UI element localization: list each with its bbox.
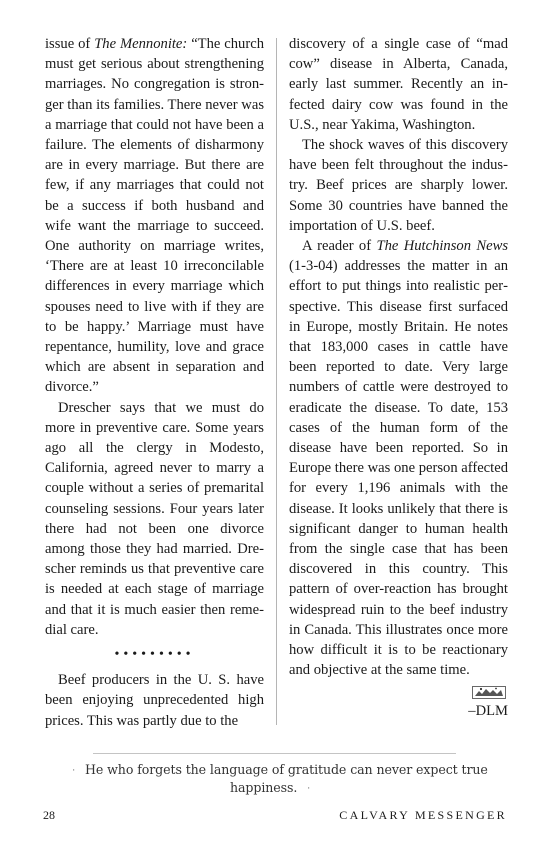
author-signature: –DLM	[468, 702, 508, 719]
paragraph-drescher: Drescher says that we must do more in preventive care. Some years ago all the clergy in Modesto, California, agreed never to marry a couple without a series of premarital counseling sessions. Four years later there had not been one divorce among those they had married. Drescher reminds us that preventive care is needed at each stage of marriage and that it is much easier then remedial care.	[45, 399, 264, 638]
text-run: A reader of	[302, 238, 377, 255]
text-run: “The church must get serious about strengthening marriages. No congregation is stronger than its families. There never was a marriage that could not have been a failure. The elements of disharmony are in every marriage. But there are few, if any marriages that could not be a success if both husband and wife want the marriage to succeed. One authority on marriage writes, ‘There are at least 10 irreconcilable differences in every marriage which spouses need to live with if they are to be happy.’ Marriage must have repentance, humility, love and grace which are absent in separation and divorce.”	[45, 36, 264, 396]
footer-quote	[60, 762, 490, 798]
column-divider	[276, 38, 277, 725]
bullet-icon: ·	[72, 766, 75, 776]
right-column	[289, 34, 508, 721]
left-column	[45, 34, 264, 731]
paragraph-mennonite-quote	[45, 34, 264, 398]
text-run: (1-3-04) addresses the matter in an effort to put things into realistic perspective. This disease first surfaced in Europe, mostly Britain. He notes that 183,000 cases in cattle have been reported to date. Very large numbers of cattle were destroyed to eradicate the disease. To date, 153 cases of the human form of the disease have been reported. So in Europe there was one person affected for every 1,196 animals with the disease. It looks unlikely that there is significant danger to human health from the single case that has been discovered in this country. This pattern of over-reaction has brought widespread ruin to the beef industry in Canada. This illustrates once more how difficult it is to be reactionary and objective at the same time.	[289, 258, 508, 679]
paragraph-beef-producers: Beef producers in the U. S. have been enjoying unprecedented high prices. This was partly due to the	[45, 672, 264, 729]
publication-name: CALVARY MESSENGER	[339, 808, 507, 822]
quote-text: He who forgets the language of gratitude can never expect true happiness.	[84, 762, 488, 795]
publication-title-the-mennonite: The Mennonite:	[94, 36, 188, 52]
paragraph-hutchinson-reader	[289, 236, 508, 680]
text-run: issue of	[45, 36, 95, 52]
end-ornament-icon	[289, 685, 508, 701]
footer-rule	[93, 753, 456, 754]
page-number: 28	[43, 808, 55, 822]
section-separator-dots: •••••••••	[114, 647, 195, 663]
paragraph-shock-waves: The shock waves of this discovery have been felt throughout the industry. Beef prices are sharply lower. Some 30 countries have banned the importation of U.S. beef.	[289, 137, 508, 234]
publication-title-hutchinson-news: The Hutchinson News	[376, 238, 508, 255]
bullet-icon: ·	[307, 784, 311, 794]
paragraph-mad-cow: discovery of a single case of “mad cow” disease in Alberta, Canada, early last summer. Recently an infected dairy cow was found in the U.S., near Yakima, Washington.	[289, 36, 508, 133]
ornament-graphic	[472, 685, 506, 699]
